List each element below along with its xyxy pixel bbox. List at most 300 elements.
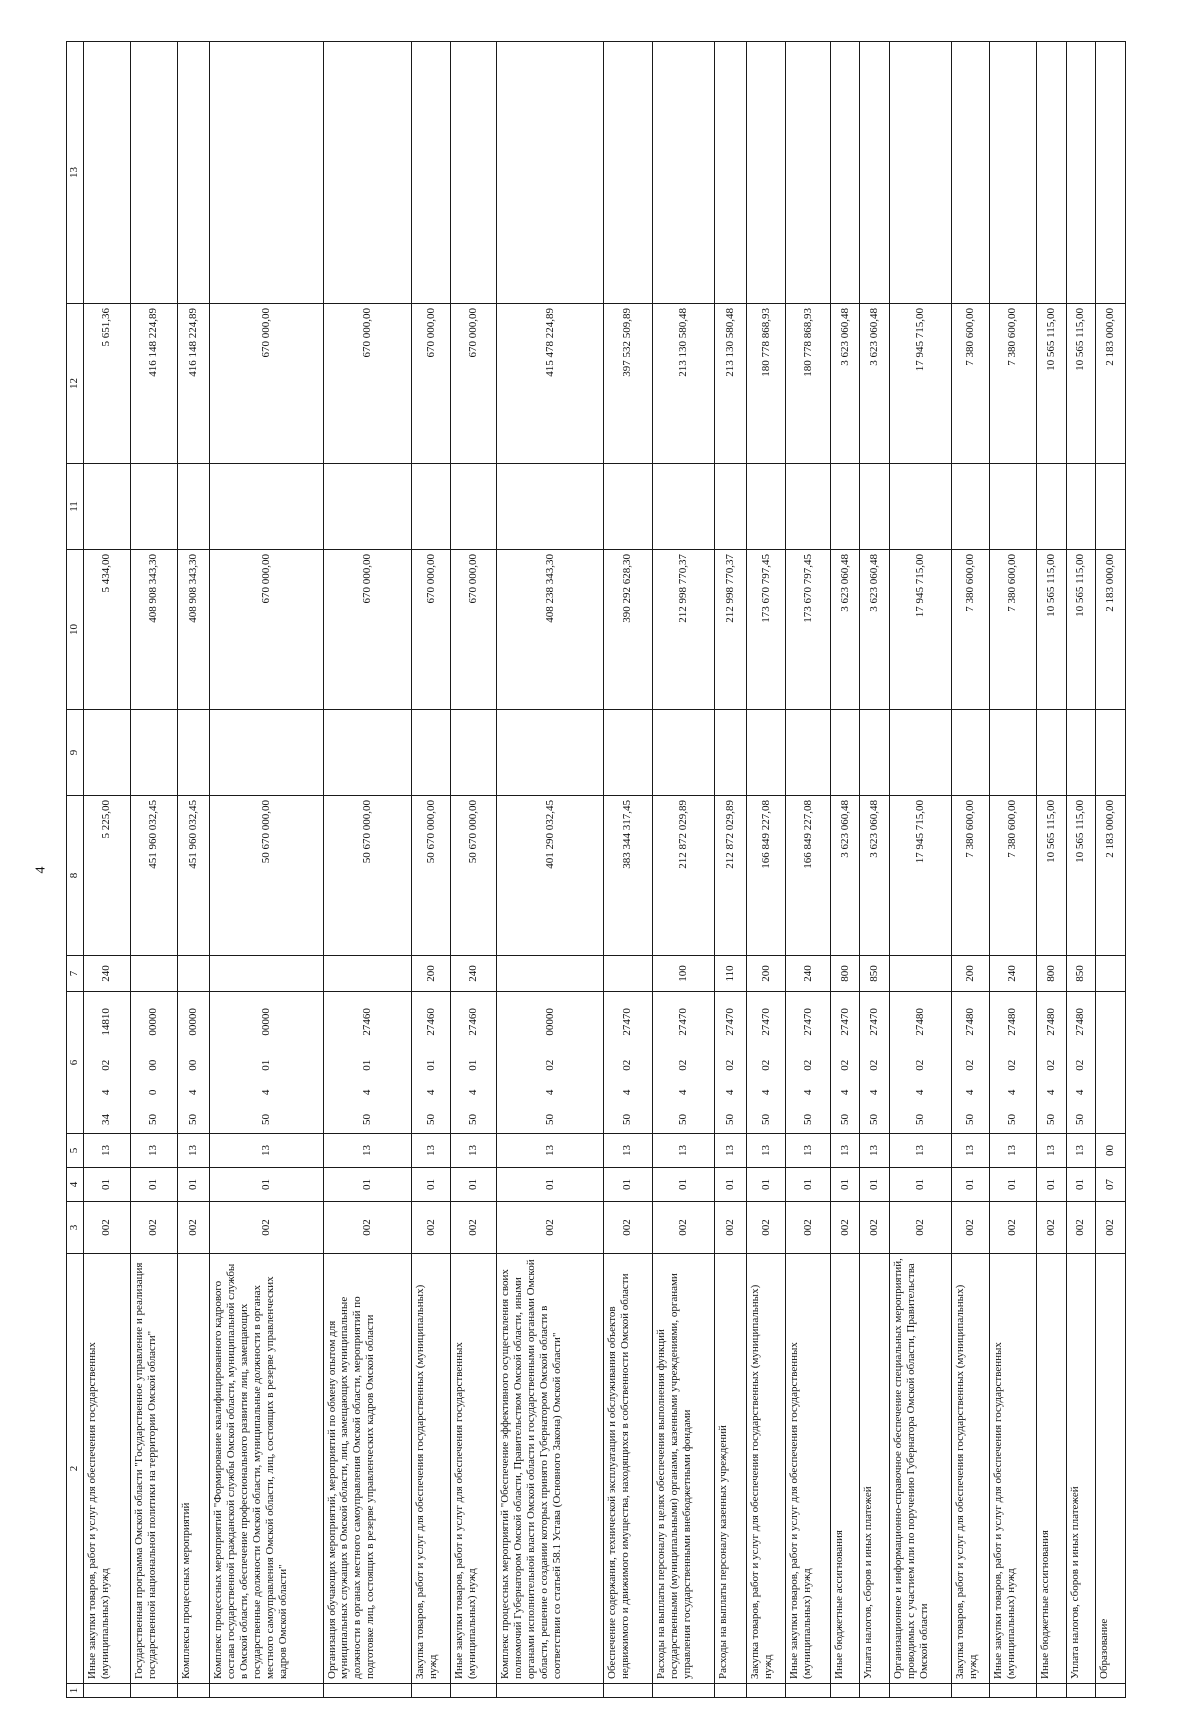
expense-type-cell: 200 <box>951 956 989 992</box>
expense-type-cell: 240 <box>450 956 497 992</box>
target-article-cell <box>84 992 131 1134</box>
amount-col11-cell <box>890 464 952 550</box>
section-code-cell: 01 <box>1036 1168 1066 1202</box>
amount-col13-cell <box>786 42 830 304</box>
expense-type-cell: 800 <box>1036 956 1066 992</box>
target-article-part: 02 <box>913 1059 926 1071</box>
table-row <box>323 42 412 1698</box>
amount-col13-cell <box>890 42 952 304</box>
expenditure-name-cell: Расходы на выплаты персоналу в целях обеспечения выполнения функций государственными (муниципальными) органами, казенными учреждениями, органами управления государственными внебюджетными фондами <box>653 1254 715 1684</box>
amount-year1-cell: 401 290 032,45 <box>497 796 603 956</box>
amount-year3-cell: 416 148 224,89 <box>130 304 177 464</box>
amount-col9-cell <box>1036 710 1066 796</box>
ministry-code-cell: 002 <box>1066 1202 1096 1254</box>
target-article-part: 01 <box>467 1059 480 1071</box>
target-article-part: 02 <box>621 1059 634 1071</box>
target-article-parts <box>747 992 786 1133</box>
amount-col13-cell <box>130 42 177 304</box>
target-article-part: 4 <box>801 1089 814 1096</box>
amount-year3-cell: 10 565 115,00 <box>1036 304 1066 464</box>
subsection-code-cell: 13 <box>860 1134 890 1168</box>
section-code-cell: 01 <box>323 1168 412 1202</box>
target-article-parts <box>1067 992 1096 1133</box>
expense-type-cell <box>177 956 209 992</box>
target-article-part: 00 <box>147 1059 160 1071</box>
target-article-cell <box>653 992 715 1134</box>
table-row <box>497 42 603 1698</box>
amount-col13-cell <box>1066 42 1096 304</box>
ministry-code-cell: 002 <box>323 1202 412 1254</box>
target-article-cell <box>450 992 497 1134</box>
amount-col9-cell <box>830 710 860 796</box>
amount-year1-cell: 10 565 115,00 <box>1036 796 1066 956</box>
subsection-code-cell: 13 <box>130 1134 177 1168</box>
expenditure-name-cell: Иные закупки товаров, работ и услуг для обеспечения государственных (муниципальных) нужд <box>450 1254 497 1684</box>
expenditure-name-cell: Иные бюджетные ассигнования <box>830 1254 860 1684</box>
target-article-part: 50 <box>676 1113 689 1125</box>
ministry-code-cell: 002 <box>1036 1202 1066 1254</box>
target-article-parts <box>210 992 323 1133</box>
subsection-code-cell: 13 <box>603 1134 652 1168</box>
amount-col9-cell <box>130 710 177 796</box>
target-article-cell <box>890 992 952 1134</box>
ministry-code-cell: 002 <box>714 1202 746 1254</box>
target-article-cell <box>177 992 209 1134</box>
table-row <box>412 42 450 1698</box>
page-number: 4 <box>33 866 49 874</box>
expenditure-name-cell: Комплекс процессных мероприятий "Формирование квалифицированного кадрового состава государственной гражданской службы Омской области, муниципальной службы в Омской области, обеспечение профессионального развития лиц, замещающих государственные должности Омской области, муниципальные должности в органах местного самоуправления Омской области, лиц, состоящих в резерве управленческих кадров Омской области" <box>209 1254 323 1684</box>
expense-type-cell <box>603 956 652 992</box>
amount-year2-cell: 3 623 060,48 <box>830 550 860 710</box>
target-article-part: 50 <box>424 1113 437 1125</box>
target-article-part: 01 <box>360 1059 373 1071</box>
amount-col9-cell <box>1066 710 1096 796</box>
subsection-code-cell: 00 <box>1096 1134 1126 1168</box>
expenditure-name-cell: Обеспечение содержания, технической эксплуатации и обслуживания объектов недвижимого и движимого имущества, находящихся в собственности Омской области <box>603 1254 652 1684</box>
amount-year1-cell: 212 872 029,89 <box>653 796 715 956</box>
target-article-part: 4 <box>676 1089 689 1096</box>
expense-type-cell: 100 <box>653 956 715 992</box>
subsection-code-cell: 13 <box>497 1134 603 1168</box>
target-article-part: 27470 <box>676 1008 689 1036</box>
section-code-cell: 01 <box>653 1168 715 1202</box>
section-code-cell: 01 <box>1066 1168 1096 1202</box>
amount-col13-cell <box>497 42 603 304</box>
target-article-part: 4 <box>424 1089 437 1096</box>
amount-col13-cell <box>84 42 131 304</box>
target-article-part: 02 <box>868 1059 881 1071</box>
target-article-parts <box>412 992 449 1133</box>
header-cell: 6 <box>67 992 84 1134</box>
amount-col13-cell <box>714 42 746 304</box>
amount-year3-cell: 180 778 868,93 <box>786 304 830 464</box>
table-row <box>1096 42 1126 1698</box>
table-row <box>746 42 786 1698</box>
target-article-cell <box>746 992 786 1134</box>
target-article-part: 14810 <box>100 1008 113 1036</box>
amount-col11-cell <box>450 464 497 550</box>
budget-table <box>66 41 1126 1698</box>
amount-col11-cell <box>951 464 989 550</box>
ministry-code-cell: 002 <box>860 1202 890 1254</box>
header-cell: 13 <box>67 42 84 304</box>
table-row <box>890 42 952 1698</box>
amount-year1-cell: 451 960 032,45 <box>177 796 209 956</box>
section-code-cell: 01 <box>450 1168 497 1202</box>
row-index-cell <box>450 1684 497 1698</box>
amount-col9-cell <box>412 710 450 796</box>
target-article-part: 02 <box>676 1059 689 1071</box>
amount-year2-cell: 173 670 797,45 <box>786 550 830 710</box>
target-article-part: 27470 <box>801 1008 814 1036</box>
expenditure-name-cell: Организационное и информационно-справочное обеспечение специальных мероприятий, проводимых с участием или по поручению Губернатора Омской области, Правительства Омской области <box>890 1254 952 1684</box>
amount-year3-cell: 10 565 115,00 <box>1066 304 1096 464</box>
subsection-code-cell: 13 <box>1036 1134 1066 1168</box>
amount-col9-cell <box>450 710 497 796</box>
amount-col11-cell <box>412 464 450 550</box>
target-article-part: 4 <box>913 1089 926 1096</box>
target-article-part: 0 <box>147 1089 160 1096</box>
amount-year2-cell: 7 380 600,00 <box>951 550 989 710</box>
expense-type-cell <box>209 956 323 992</box>
amount-col9-cell <box>497 710 603 796</box>
ministry-code-cell: 002 <box>130 1202 177 1254</box>
target-article-part: 27470 <box>868 1008 881 1036</box>
target-article-part: 50 <box>1006 1113 1019 1125</box>
expense-type-cell <box>497 956 603 992</box>
amount-year1-cell: 50 670 000,00 <box>450 796 497 956</box>
amount-year1-cell: 212 872 029,89 <box>714 796 746 956</box>
amount-year1-cell: 166 849 227,08 <box>786 796 830 956</box>
target-article-part: 4 <box>259 1089 272 1096</box>
target-article-parts <box>831 992 860 1133</box>
row-index-cell <box>177 1684 209 1698</box>
amount-year2-cell: 670 000,00 <box>450 550 497 710</box>
section-code-cell: 01 <box>746 1168 786 1202</box>
ministry-code-cell: 002 <box>653 1202 715 1254</box>
target-article-part: 02 <box>1044 1059 1057 1071</box>
rotated-table-wrapper <box>66 42 1126 1698</box>
target-article-parts <box>653 992 714 1133</box>
row-index-cell <box>1096 1684 1126 1698</box>
ministry-code-cell: 002 <box>497 1202 603 1254</box>
section-code-cell: 01 <box>497 1168 603 1202</box>
amount-col9-cell <box>209 710 323 796</box>
target-article-parts <box>860 992 889 1133</box>
amount-col11-cell <box>497 464 603 550</box>
amount-col11-cell <box>830 464 860 550</box>
header-cell: 12 <box>67 304 84 464</box>
subsection-code-cell: 13 <box>323 1134 412 1168</box>
target-article-part: 27470 <box>838 1008 851 1036</box>
section-code-cell: 01 <box>130 1168 177 1202</box>
subsection-code-cell: 13 <box>951 1134 989 1168</box>
target-article-parts <box>1096 992 1125 1133</box>
target-article-parts <box>84 992 130 1133</box>
section-code-cell: 01 <box>177 1168 209 1202</box>
row-index-cell <box>860 1684 890 1698</box>
amount-year3-cell: 7 380 600,00 <box>951 304 989 464</box>
target-article-part: 02 <box>1006 1059 1019 1071</box>
amount-year2-cell: 173 670 797,45 <box>746 550 786 710</box>
amount-year2-cell: 670 000,00 <box>209 550 323 710</box>
target-article-part: 50 <box>259 1113 272 1125</box>
expense-type-cell <box>323 956 412 992</box>
target-article-part: 34 <box>100 1113 113 1125</box>
amount-year3-cell: 213 130 580,48 <box>714 304 746 464</box>
ministry-code-cell: 002 <box>990 1202 1037 1254</box>
amount-year1-cell: 17 945 715,00 <box>890 796 952 956</box>
subsection-code-cell: 13 <box>1066 1134 1096 1168</box>
ministry-code-cell: 002 <box>746 1202 786 1254</box>
header-cell: 4 <box>67 1168 84 1202</box>
amount-col11-cell <box>603 464 652 550</box>
section-code-cell: 01 <box>860 1168 890 1202</box>
target-article-cell <box>1066 992 1096 1134</box>
amount-year3-cell: 17 945 715,00 <box>890 304 952 464</box>
amount-year2-cell: 10 565 115,00 <box>1066 550 1096 710</box>
table-row <box>130 42 177 1698</box>
amount-col11-cell <box>746 464 786 550</box>
target-article-part: 4 <box>543 1089 556 1096</box>
target-article-parts <box>131 992 177 1133</box>
target-article-part: 01 <box>259 1059 272 1071</box>
target-article-parts <box>451 992 497 1133</box>
row-index-cell <box>1066 1684 1096 1698</box>
target-article-cell <box>412 992 450 1134</box>
header-cell: 8 <box>67 796 84 956</box>
row-index-cell <box>603 1684 652 1698</box>
amount-year3-cell: 415 478 224,89 <box>497 304 603 464</box>
target-article-part: 4 <box>868 1089 881 1096</box>
target-article-part: 00 <box>186 1059 199 1071</box>
amount-col11-cell <box>84 464 131 550</box>
amount-col13-cell <box>653 42 715 304</box>
target-article-parts <box>786 992 829 1133</box>
target-article-part: 4 <box>621 1089 634 1096</box>
expense-type-cell <box>890 956 952 992</box>
amount-year1-cell: 10 565 115,00 <box>1066 796 1096 956</box>
target-article-part: 27470 <box>723 1008 736 1036</box>
header-cell: 5 <box>67 1134 84 1168</box>
subsection-code-cell: 13 <box>450 1134 497 1168</box>
target-article-cell <box>990 992 1037 1134</box>
table-row <box>830 42 860 1698</box>
amount-col13-cell <box>603 42 652 304</box>
amount-year1-cell: 3 623 060,48 <box>860 796 890 956</box>
target-article-part: 02 <box>100 1059 113 1071</box>
target-article-part: 50 <box>621 1113 634 1125</box>
target-article-part: 4 <box>467 1089 480 1096</box>
target-article-part: 02 <box>759 1059 772 1071</box>
target-article-part: 4 <box>963 1089 976 1096</box>
target-article-cell <box>497 992 603 1134</box>
target-article-part: 4 <box>100 1089 113 1096</box>
row-index-cell <box>412 1684 450 1698</box>
row-index-cell <box>323 1684 412 1698</box>
expenditure-name-cell: Закупка товаров, работ и услуг для обеспечения государственных (муниципальных) нужд <box>412 1254 450 1684</box>
amount-col9-cell <box>860 710 890 796</box>
amount-year3-cell: 416 148 224,89 <box>177 304 209 464</box>
target-article-part: 27470 <box>759 1008 772 1036</box>
target-article-part: 4 <box>1044 1089 1057 1096</box>
amount-col13-cell <box>412 42 450 304</box>
expenditure-name-cell: Иные бюджетные ассигнования <box>1036 1254 1066 1684</box>
amount-year3-cell: 2 183 000,00 <box>1096 304 1126 464</box>
target-article-part: 50 <box>147 1113 160 1125</box>
amount-col9-cell <box>323 710 412 796</box>
expenditure-name-cell: Уплата налогов, сборов и иных платежей <box>860 1254 890 1684</box>
amount-col11-cell <box>1096 464 1126 550</box>
expenditure-name-cell: Государственная программа Омской области "Государственное управление и реализация государственной национальной политики на территории Омской области" <box>130 1254 177 1684</box>
target-article-cell <box>209 992 323 1134</box>
target-article-part: 27460 <box>424 1008 437 1036</box>
subsection-code-cell: 13 <box>412 1134 450 1168</box>
table-row <box>177 42 209 1698</box>
row-index-cell <box>130 1684 177 1698</box>
amount-col11-cell <box>990 464 1037 550</box>
amount-col9-cell <box>786 710 830 796</box>
header-cell: 2 <box>67 1254 84 1684</box>
amount-year1-cell: 5 225,00 <box>84 796 131 956</box>
amount-year2-cell: 408 908 343,30 <box>130 550 177 710</box>
ministry-code-cell: 002 <box>177 1202 209 1254</box>
header-cell: 10 <box>67 550 84 710</box>
target-article-part: 02 <box>1074 1059 1087 1071</box>
target-article-part: 4 <box>759 1089 772 1096</box>
table-row <box>1036 42 1066 1698</box>
row-index-cell <box>951 1684 989 1698</box>
amount-year2-cell: 10 565 115,00 <box>1036 550 1066 710</box>
target-article-part: 27470 <box>621 1008 634 1036</box>
target-article-part: 50 <box>868 1113 881 1125</box>
row-index-cell <box>890 1684 952 1698</box>
expense-type-cell: 240 <box>84 956 131 992</box>
target-article-part: 4 <box>723 1089 736 1096</box>
target-article-part: 27460 <box>360 1008 373 1036</box>
target-article-parts <box>604 992 652 1133</box>
row-index-cell <box>990 1684 1037 1698</box>
target-article-parts <box>497 992 602 1133</box>
target-article-part: 27480 <box>913 1008 926 1036</box>
amount-year3-cell: 3 623 060,48 <box>830 304 860 464</box>
amount-col13-cell <box>450 42 497 304</box>
amount-year3-cell: 5 651,36 <box>84 304 131 464</box>
expense-type-cell: 240 <box>786 956 830 992</box>
amount-year1-cell: 383 344 317,45 <box>603 796 652 956</box>
target-article-part: 50 <box>913 1113 926 1125</box>
amount-year2-cell: 212 998 770,37 <box>653 550 715 710</box>
header-cell: 7 <box>67 956 84 992</box>
amount-col11-cell <box>130 464 177 550</box>
expenditure-name-cell: Иные закупки товаров, работ и услуг для обеспечения государственных (муниципальных) нужд <box>990 1254 1037 1684</box>
amount-col11-cell <box>177 464 209 550</box>
target-article-part: 27480 <box>963 1008 976 1036</box>
table-row <box>209 42 323 1698</box>
target-article-part: 50 <box>759 1113 772 1125</box>
expenditure-name-cell: Расходы на выплаты персоналу казенных учреждений <box>714 1254 746 1684</box>
target-article-part: 4 <box>186 1089 199 1096</box>
amount-col9-cell <box>746 710 786 796</box>
amount-year1-cell: 50 670 000,00 <box>412 796 450 956</box>
target-article-cell <box>603 992 652 1134</box>
header-cell: 9 <box>67 710 84 796</box>
target-article-parts <box>1037 992 1066 1133</box>
section-code-cell: 01 <box>603 1168 652 1202</box>
target-article-part: 00000 <box>186 1008 199 1036</box>
target-article-part: 50 <box>838 1113 851 1125</box>
amount-year2-cell: 17 945 715,00 <box>890 550 952 710</box>
target-article-part: 02 <box>723 1059 736 1071</box>
amount-col11-cell <box>714 464 746 550</box>
section-code-cell: 01 <box>412 1168 450 1202</box>
expense-type-cell: 800 <box>830 956 860 992</box>
expenditure-name-cell: Образование <box>1096 1254 1126 1684</box>
subsection-code-cell: 13 <box>84 1134 131 1168</box>
expenditure-name-cell: Комплексы процессных мероприятий <box>177 1254 209 1684</box>
amount-col9-cell <box>1096 710 1126 796</box>
amount-year2-cell: 2 183 000,00 <box>1096 550 1126 710</box>
target-article-part: 27480 <box>1044 1008 1057 1036</box>
header-cell: 3 <box>67 1202 84 1254</box>
expense-type-cell <box>130 956 177 992</box>
target-article-part: 02 <box>963 1059 976 1071</box>
target-article-part: 4 <box>360 1089 373 1096</box>
target-article-part: 4 <box>1074 1089 1087 1096</box>
target-article-cell <box>951 992 989 1134</box>
section-code-cell: 01 <box>209 1168 323 1202</box>
expenditure-name-cell: Закупка товаров, работ и услуг для обеспечения государственных (муниципальных) нужд <box>746 1254 786 1684</box>
target-article-cell <box>786 992 830 1134</box>
subsection-code-cell: 13 <box>653 1134 715 1168</box>
subsection-code-cell: 13 <box>177 1134 209 1168</box>
target-article-cell <box>714 992 746 1134</box>
amount-year2-cell: 408 908 343,30 <box>177 550 209 710</box>
amount-year2-cell: 408 238 343,30 <box>497 550 603 710</box>
header-cell: 1 <box>67 1684 84 1698</box>
target-article-cell <box>1096 992 1126 1134</box>
target-article-parts <box>324 992 412 1133</box>
amount-year1-cell: 50 670 000,00 <box>323 796 412 956</box>
amount-col13-cell <box>1096 42 1126 304</box>
amount-year1-cell: 50 670 000,00 <box>209 796 323 956</box>
amount-col11-cell <box>786 464 830 550</box>
amount-year2-cell: 5 434,00 <box>84 550 131 710</box>
amount-year1-cell: 7 380 600,00 <box>951 796 989 956</box>
amount-col13-cell <box>323 42 412 304</box>
table-row <box>951 42 989 1698</box>
row-index-cell <box>1036 1684 1066 1698</box>
target-article-parts <box>990 992 1036 1133</box>
amount-year3-cell: 670 000,00 <box>323 304 412 464</box>
table-row <box>450 42 497 1698</box>
table-row <box>603 42 652 1698</box>
ministry-code-cell: 002 <box>786 1202 830 1254</box>
amount-year1-cell: 166 849 227,08 <box>746 796 786 956</box>
table-row <box>786 42 830 1698</box>
amount-year3-cell: 670 000,00 <box>209 304 323 464</box>
header-cell: 11 <box>67 464 84 550</box>
row-index-cell <box>786 1684 830 1698</box>
target-article-cell <box>1036 992 1066 1134</box>
section-code-cell: 01 <box>990 1168 1037 1202</box>
target-article-part: 50 <box>801 1113 814 1125</box>
target-article-parts <box>178 992 209 1133</box>
expense-type-cell: 240 <box>990 956 1037 992</box>
row-index-cell <box>497 1684 603 1698</box>
expenditure-name-cell: Иные закупки товаров, работ и услуг для обеспечения государственных (муниципальных) нужд <box>786 1254 830 1684</box>
amount-col9-cell <box>653 710 715 796</box>
